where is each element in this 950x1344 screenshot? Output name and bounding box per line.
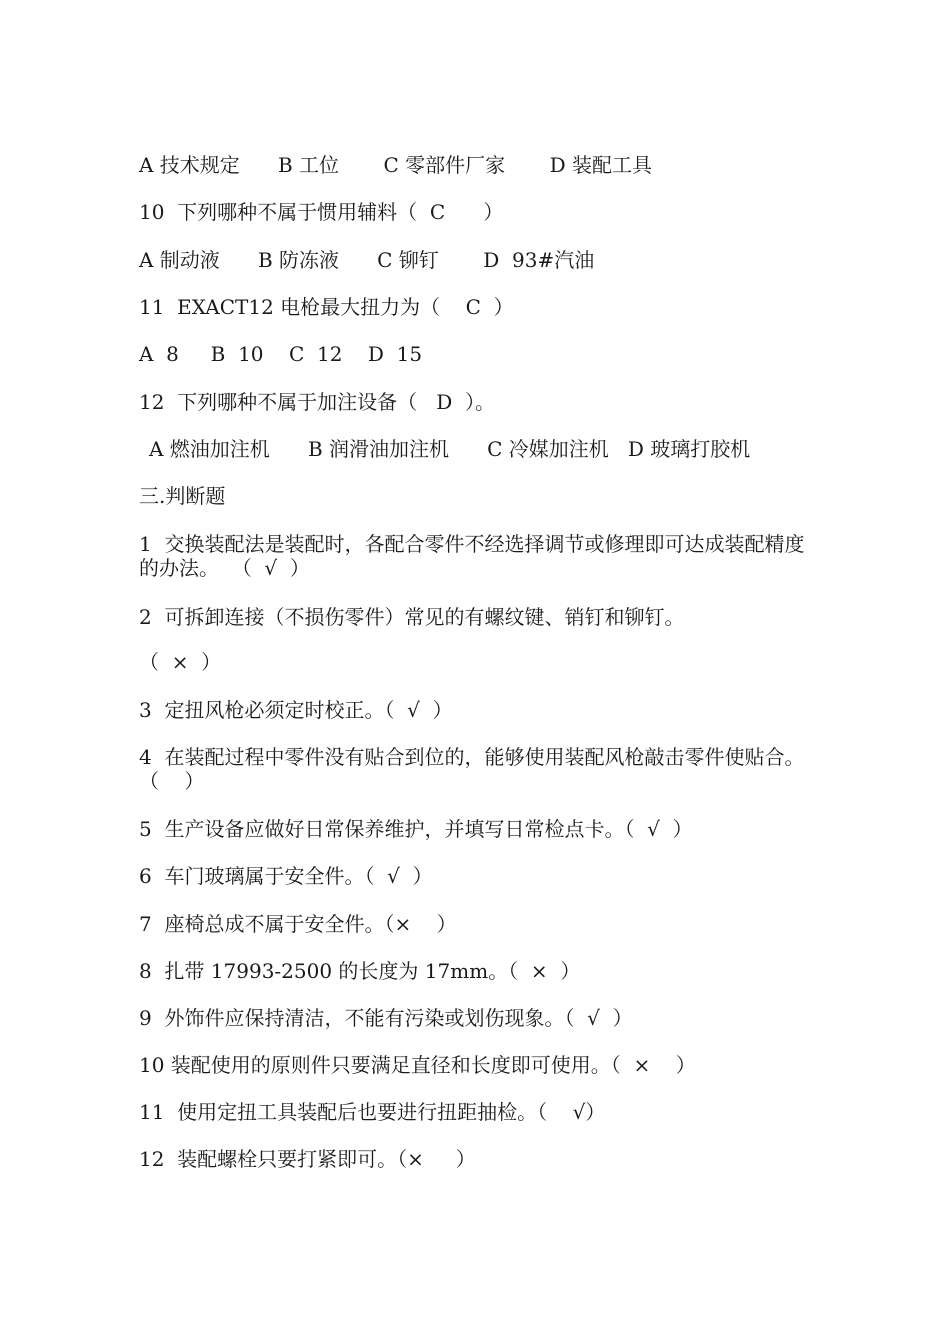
q11-question: 11 EXACT12 电枪最大扭力为（ C ） bbox=[139, 295, 514, 319]
q9-options: A 技术规定 B 工位 C 零部件厂家 D 装配工具 bbox=[139, 153, 653, 177]
judgment-item-10: 10 装配使用的原则件只要满足直径和长度即可使用。（ × ） bbox=[139, 1053, 696, 1077]
judgment-item-6: 6 车门玻璃属于安全件。（ √ ） bbox=[139, 864, 433, 888]
section-heading-judgment: 三.判断题 bbox=[139, 484, 226, 508]
q10-question: 10 下列哪种不属于惯用辅料（ C ） bbox=[139, 200, 504, 224]
q12-options: A 燃油加注机 B 润滑油加注机 C 冷媒加注机 D 玻璃打胶机 bbox=[149, 437, 751, 461]
judgment-item-2-answer: （ × ） bbox=[139, 650, 222, 674]
judgment-item-12: 12 装配螺栓只要打紧即可。（× ） bbox=[139, 1147, 476, 1171]
judgment-item-2: 2 可拆卸连接（不损伤零件）常见的有螺纹键、销钉和铆钉。 bbox=[139, 605, 685, 629]
judgment-item-11: 11 使用定扭工具装配后也要进行扭距抽检。（ √） bbox=[139, 1100, 606, 1124]
judgment-item-5: 5 生产设备应做好日常保养维护，并填写日常检点卡。（ √ ） bbox=[139, 817, 693, 841]
judgment-item-3: 3 定扭风枪必须定时校正。（ √ ） bbox=[139, 698, 453, 722]
judgment-item-1: 1 交换装配法是装配时，各配合零件不经选择调节或修理即可达成装配精度的办法。 （ √ ） bbox=[139, 532, 805, 580]
q10-options: A 制动液 B 防冻液 C 铆钉 D 93#汽油 bbox=[139, 248, 595, 272]
judgment-item-7: 7 座椅总成不属于安全件。（× ） bbox=[139, 912, 457, 936]
q11-options: A 8 B 10 C 12 D 15 bbox=[139, 342, 423, 366]
judgment-item-4: 4 在装配过程中零件没有贴合到位的，能够使用装配风枪敲击零件使贴合。（ ） bbox=[139, 745, 805, 793]
judgment-item-8: 8 扎带 17993-2500 的长度为 17mm。（ × ） bbox=[139, 959, 581, 983]
q12-question: 12 下列哪种不属于加注设备（ D ）。 bbox=[139, 390, 495, 414]
judgment-item-9: 9 外饰件应保持清洁，不能有污染或划伤现象。（ √ ） bbox=[139, 1006, 633, 1030]
